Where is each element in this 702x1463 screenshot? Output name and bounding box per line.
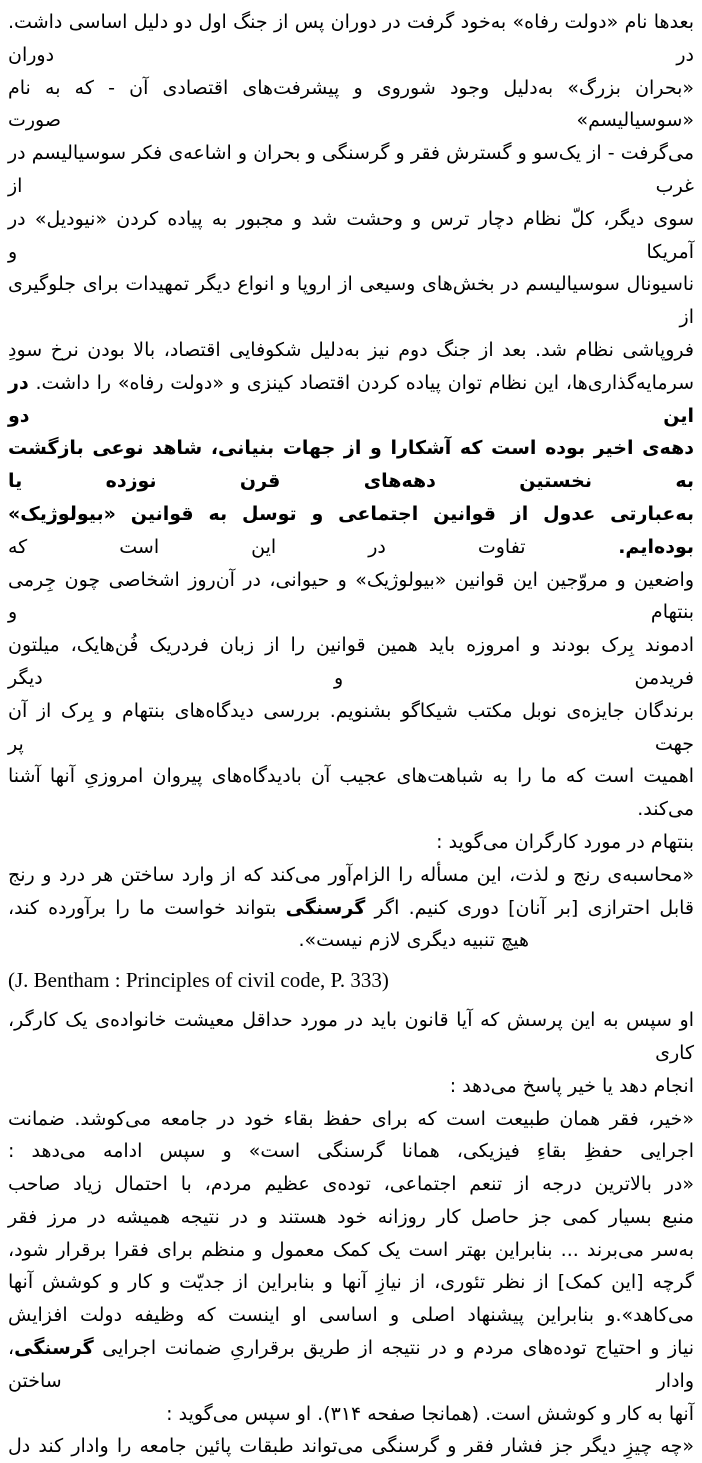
text-segment: سوی دیگر، کلّ نظام دچار ترس و وحشت شد و مجبور به پیاده کردن «نیودیل» در آمریکا و [8,207,694,263]
text-segment: اهمیت است که ما را به شباهت‌های عجیب آن بادیدگاه‌های پیروان امروزیِ آنها آشنا می‌کند. [8,765,694,821]
emphasis-text-segment: دهه‌ی اخیر بوده است که آشکارا و از جهات بنیانی، شاهد نوعی بازگشت به نخستین دهه‌های قرن نوزده یا [8,437,694,493]
text-segment: «خیر، فقر همان طبیعت است که برای حفظ بقاء خود در جامعه می‌کوشد. ضمانت [8,1107,694,1130]
text-line [8,564,694,630]
text-segment: «چه چیزِ دیگر جز فشار فقر و گرسنگی می‌تواند طبقات پائین جامعه را وادار کند دل [8,1435,694,1458]
text-line [8,859,694,892]
text-line [8,1004,694,1070]
text-segment: برندگان جایزه‌ی نوبل مکتب شیکاگو بشنویم. بررسی دیدگاه‌های بنتهام و بِرک از آن جهت پر [8,699,694,755]
text-line [8,334,694,367]
text-segment: (J. Bentham : Principles of civil code, P. 333) [8,968,389,993]
text-segment: می‌کاهد».و بنابراین پیشنهاد اصلی و اساسی او اینست که وظیفه دولت افزایش [8,1304,694,1327]
bentham-quote-2 [8,1103,694,1431]
text-line [8,203,694,269]
text-line [8,892,694,925]
emphasis-text-segment: به‌عبارتی عدول از قوانین اجتماعی و توسل به قوانین «بیولوژیک» بوده‌ایم. [8,502,694,558]
text-line [8,1168,694,1201]
emphasis-text-segment: گرسنگی [285,896,366,919]
text-segment: اجرایی حفظِ بقاءِ فیزیکی، همانا گرسنگی است» و سپس ادامه می‌دهد : [8,1140,694,1163]
text-line [8,268,694,334]
text-segment: هیچ تنبیه دیگری لازم نیست». [298,929,529,952]
text-line [8,1332,694,1398]
text-segment: ادموند بِرک بودند و امروزه باید همین قوانین را از زبان فردریک فُن‌هایک، میلتون فریدمن و دیگر [8,634,694,689]
text-line [8,1398,694,1431]
text-segment: آنها به کار و کوشش است. (همانجا صفحه ۳۱۴). او سپس می‌گوید : [166,1402,694,1425]
text-line [8,498,694,564]
paragraph-question [8,1004,694,1102]
text-segment: ، وادار ساختن [8,1337,694,1392]
text-segment: انجام دهد یا خیر پاسخ می‌دهد : [449,1074,694,1097]
text-segment: تفاوت در این است که [8,535,526,558]
text-line [8,6,694,72]
text-segment: «محاسبه‌ی رنج و لذت، این مسأله را الزام‌آور می‌کند که از وارد ساختن هر درد و رنج [8,863,694,886]
text-segment: به‌سر می‌برند ... بنابراین بهتر است یک کمک معمول و منظم برای فقرا برقرار شود، [8,1238,694,1261]
text-line [8,1299,694,1332]
text-segment: فروپاشی نظام شد. بعد از جنگ دوم نیز به‌دلیل شکوفایی اقتصاد، بالا بودن نرخ سودِ [8,338,694,361]
text-line [8,1201,694,1234]
bentham-quote-3 [8,1430,694,1463]
text-segment: بتواند خواست ما را برآورده کند، [8,896,286,919]
text-line [8,137,694,203]
text-line [8,72,694,138]
text-segment: واضعین و مروّجین این قوانین «بیولوژیک» و حیوانی، در آن‌روز اشخاصی چون جِرمی بنتهام و [8,568,694,624]
text-line [8,826,694,859]
emphasis-text-segment: در این دو [8,371,694,427]
text-segment: بنتهام در مورد کارگران می‌گوید : [436,830,694,853]
text-segment: نیاز و احتیاج توده‌های مردم و در نتیجه از طریق برقراریِ ضمانت اجرایی [93,1337,694,1360]
text-line [8,432,694,498]
text-line [8,1266,694,1299]
citation-line [8,966,694,994]
text-segment: ناسیونال سوسیالیسم در بخش‌های وسیعی از اروپا و انواع دیگر تمهیدات برای جلوگیری از [8,273,694,329]
text-line [8,367,694,433]
text-segment: منبع بسیار کمی جز حاصل کار روزانه خود هستند و در نتیجه همیشه در مرز فقر [8,1205,694,1228]
text-line [8,695,694,761]
text-segment: قابل احترازی [بر آنان] دوری کنیم. اگر [365,896,694,919]
text-line [8,1103,694,1136]
bentham-quote-1 [8,859,694,957]
text-line [8,1135,694,1168]
emphasis-text-segment: گرسنگی [14,1337,94,1360]
text-line [8,1430,694,1463]
text-segment: او سپس به این پرسش که آیا قانون باید در مورد حداقل معیشت خانواده‌ی یک کارگر، کاری [8,1009,694,1064]
paragraph-main [8,6,694,826]
text-line [8,966,694,994]
text-segment: «در بالاترین درجه از تنعم اجتماعی، توده‌ی عظیم مردم، با احتمال زیاد صاحب [8,1173,694,1196]
text-line [8,629,694,695]
text-line [8,1070,694,1103]
text-line [8,924,694,957]
text-segment: می‌گرفت - از یک‌سو و گسترش فقر و گرسنگی و بحران و اشاعه‌ی فکر سوسیالیسم در غرب از [8,142,694,197]
text-segment: «بحران بزرگ» به‌دلیل وجود شوروی و پیشرفت‌های اقتصادی آن - که به نام «سوسیالیسم» صورت [8,76,694,132]
text-segment: گرچه [این کمک] از نظر تئوری، از نیازِ آنها و بنابراین از جدیّت و کار و کوشش آنها [8,1271,694,1294]
text-segment: بعدها نام «دولت رفاه» به‌خود گرفت در دوران پس از جنگ اول دو دلیل اساسی داشت. در دوران [8,11,694,66]
quote-intro-line [8,826,694,859]
text-line [8,1234,694,1267]
text-line [8,760,694,826]
text-segment: سرمایه‌گذاری‌ها، این نظام توان پیاده کردن اقتصاد کینزی و «دولت رفاه» را داشت. [28,371,694,394]
